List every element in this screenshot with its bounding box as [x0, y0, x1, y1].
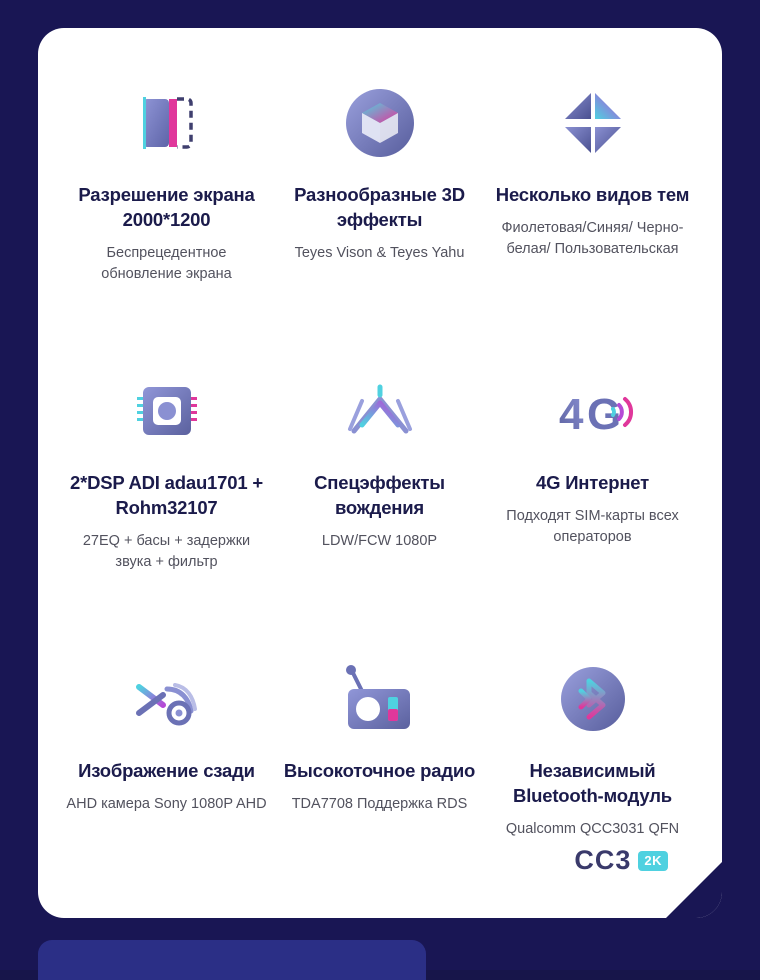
feature-item [273, 352, 486, 618]
themes-icon [492, 64, 693, 182]
feature-title: Независимый Bluetooth-модуль [513, 760, 672, 806]
feature-title: Несколько видов тем [495, 184, 690, 205]
cube-3d-effects-icon [279, 64, 480, 182]
brand-name: CC3 [574, 845, 632, 875]
feature-subtitle: Teyes Vison & Teyes Yahu [294, 245, 465, 261]
brand-logo [574, 845, 668, 876]
feature-grid [60, 64, 700, 928]
feature-title: Разнообразные 3D эффекты [294, 184, 465, 230]
bottom-strip [38, 940, 426, 980]
feature-title: Разрешение экрана 2000*1200 [78, 184, 255, 230]
feature-card [38, 28, 722, 918]
svg-text:4: 4 [558, 390, 583, 439]
feature-subtitle: 27EQ + басы + задержки звука + фильтр [82, 533, 251, 570]
feature-subtitle: Qualcomm QCC3031 QFN [505, 821, 680, 837]
feature-subtitle: TDA7708 Поддержка RDS [291, 796, 468, 812]
feature-item [60, 352, 273, 618]
feature-item [273, 64, 486, 330]
feature-subtitle: Беспрецедентное обновление экрана [101, 245, 232, 282]
brand-badge: 2K [638, 851, 668, 871]
radio-icon [279, 640, 480, 758]
feature-title: 4G Интернет [535, 472, 650, 493]
feature-title: Изображение сзади [78, 760, 255, 781]
bluetooth-icon [492, 640, 693, 758]
rear-camera-icon [66, 640, 267, 758]
feature-subtitle: LDW/FCW 1080P [321, 533, 438, 549]
feature-title: Высокоточное радио [283, 760, 476, 781]
driving-effects-icon [279, 352, 480, 470]
dsp-chip-icon [66, 352, 267, 470]
4g-internet-icon [492, 352, 693, 470]
feature-subtitle: Подходят SIM-карты всех операторов [506, 508, 679, 545]
feature-subtitle: AHD камера Sony 1080P AHD [66, 796, 267, 812]
feature-item [60, 64, 273, 330]
feature-item [486, 352, 699, 618]
feature-item [60, 640, 273, 906]
svg-text:G: G [586, 390, 621, 439]
screen-resolution-icon [66, 64, 267, 182]
feature-item [486, 64, 699, 330]
feature-subtitle: Фиолетовая/Синяя/ Черно-белая/ Пользовательская [501, 220, 684, 257]
feature-title: Спецэффекты вождения [314, 472, 445, 518]
feature-item [273, 640, 486, 906]
feature-title: 2*DSP ADI adau1701 + Rohm32107 [70, 472, 263, 518]
